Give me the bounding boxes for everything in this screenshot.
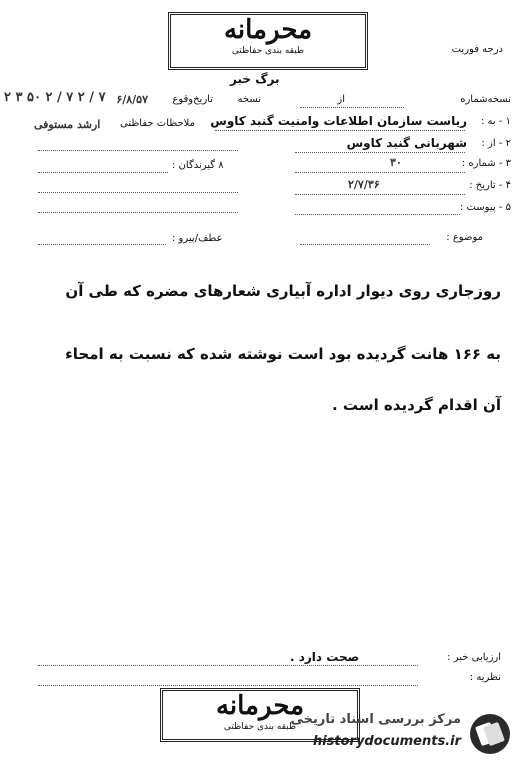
dots-from: [295, 152, 465, 153]
to-label: ۱ - به :: [480, 116, 511, 127]
body-line-3: آن اقدام گردیده است .: [332, 396, 501, 414]
dots-opinion: [38, 685, 418, 686]
dots-date: [295, 194, 465, 195]
dots-copy: [300, 107, 404, 108]
reviewer-handwriting: ارشد مستوفی: [34, 118, 101, 131]
dots-number: [295, 172, 465, 173]
evaluation-label: ارزیابی خبر :: [447, 652, 501, 663]
dots-subject: [300, 244, 430, 245]
number-label: ۳ - شماره :: [461, 158, 511, 169]
date-occurred-value: ۶/۸/۵۷: [116, 93, 148, 106]
dots-ref: [38, 244, 166, 245]
body-line-2: به ۱۶۶ هانت گردیده بود است نوشته شده که نسبت به امحاء: [65, 345, 501, 363]
dots-left-3: [38, 192, 238, 193]
dots-left-4: [38, 212, 238, 213]
date-occurred-label: تاریخ‌وقوع: [172, 94, 213, 105]
to-value: ریاست سازمان اطلاعات وامنیت گنبد کاوس: [210, 114, 467, 128]
of-label: از: [337, 94, 345, 105]
dots-left-1: [38, 150, 238, 151]
subject-label: موضوع :: [446, 232, 483, 243]
ref-label: عطف/پیرو :: [172, 233, 223, 244]
top-stamp-title: محرمانه: [223, 15, 313, 45]
recipients-label: ۸ گیرندگان :: [172, 160, 224, 171]
number-value: ۳۰: [390, 156, 402, 169]
dots-left-2: [38, 172, 168, 173]
from-label: ۲ - از :: [481, 138, 511, 149]
priority-label: درجه فوریت: [451, 44, 503, 55]
watermark-name: مرکز بررسی اسناد تاریخی: [290, 712, 461, 727]
from-value: شهربانی گنبد کاوس: [346, 136, 467, 150]
top-stamp: [168, 12, 368, 70]
attachment-label: ۵ - پیوست :: [459, 202, 511, 213]
copy-number-label: نسخه‌شماره: [460, 94, 511, 105]
protection-label: ملاحظات حفاظتی: [120, 118, 195, 129]
body-line-1: روزجاری روی دیوار اداره آبیاری شعارهای مضره که طی آن: [65, 282, 501, 300]
handwritten-number: ۲ ۳ ۵۰ ۲ / ۷ ۲ / ۷: [4, 90, 106, 105]
copy-label: نسخه: [237, 94, 261, 105]
top-stamp-subtitle: طبقه بندی حفاظتی: [231, 46, 305, 56]
archive-logo-icon: [470, 714, 510, 754]
watermark-url: historydocuments.ir: [312, 734, 461, 749]
date-value: ۲/۷/۳۶: [348, 178, 380, 191]
dots-attachment: [295, 214, 460, 215]
form-title: برگ خبر: [230, 72, 280, 86]
evaluation-value: صحت دارد .: [290, 650, 360, 664]
dots-evaluation: [38, 665, 418, 666]
bottom-stamp-subtitle: طبقه بندی حفاظتی: [223, 722, 297, 732]
opinion-label: نظریه :: [469, 672, 501, 683]
date-label: ۴ - تاریخ :: [469, 180, 511, 191]
bottom-stamp-title: محرمانه: [215, 691, 305, 721]
dots-to: [215, 130, 465, 131]
